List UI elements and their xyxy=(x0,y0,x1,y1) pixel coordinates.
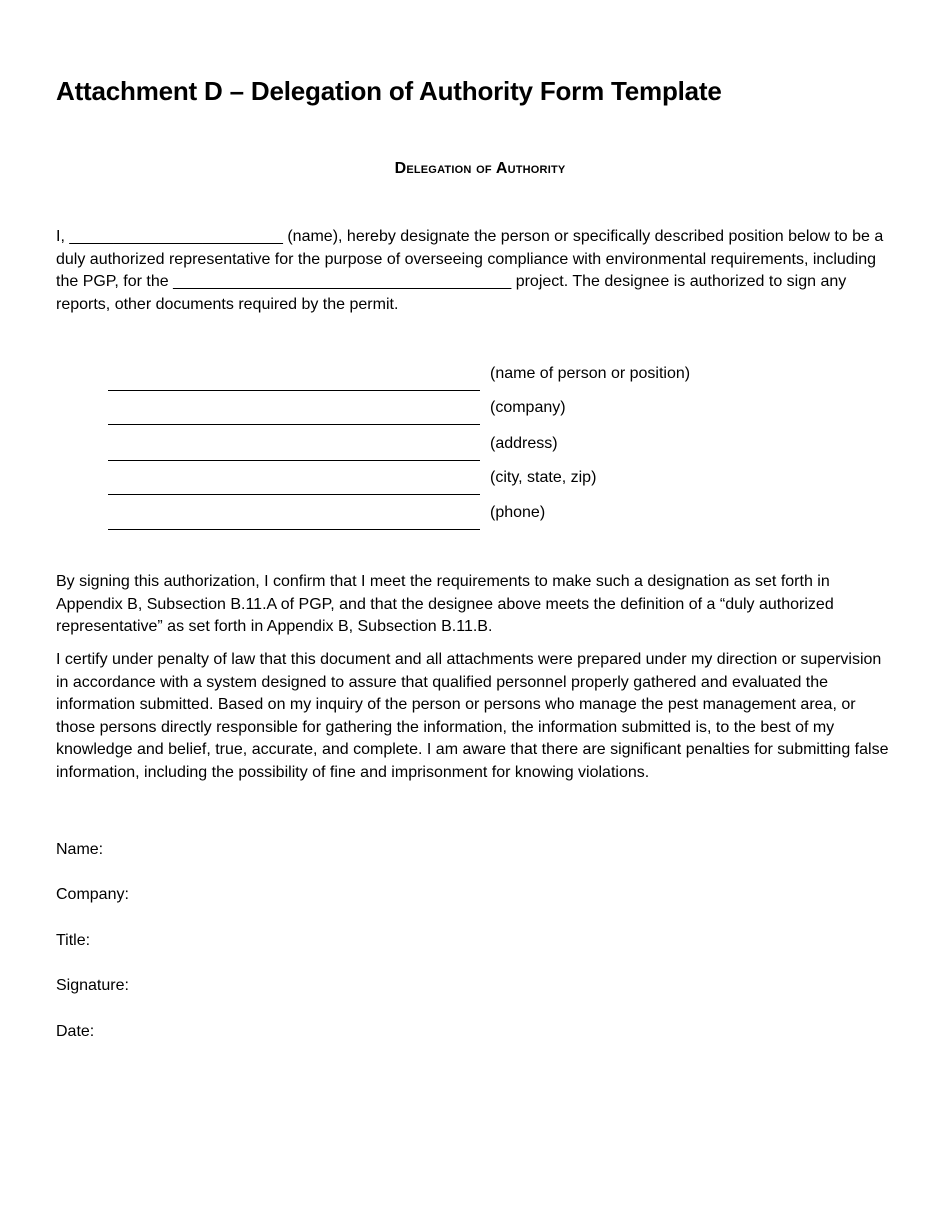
blank-line xyxy=(108,494,480,495)
confirm-paragraph: By signing this authorization, I confirm that I meet the requirements to make such a designation as set forth in Appendix B, Subsection B.11.A of PGP, and that the designee above meets the definition of a “duly authorized representative” as set forth in Appendix B, Subsection B.11.B. xyxy=(56,573,834,636)
blank-line xyxy=(108,460,480,461)
designee-field-city-state-zip xyxy=(108,465,808,495)
company-label: Company: xyxy=(56,886,129,903)
field-label: (phone) xyxy=(490,504,546,521)
designee-field-name xyxy=(108,361,808,391)
field-label: (city, state, zip) xyxy=(490,469,597,486)
field-label: (name of person or position) xyxy=(490,365,691,382)
date-label: Date: xyxy=(56,1023,95,1040)
blank-line xyxy=(108,529,480,530)
blank-line xyxy=(108,424,480,425)
blank-line xyxy=(108,390,480,391)
section-heading: Delegation of Authority xyxy=(394,160,566,177)
page-title: Attachment D – Delegation of Authority Form Template xyxy=(56,76,722,106)
designee-field-address xyxy=(108,431,808,461)
certify-paragraph: I certify under penalty of law that this document and all attachments were prepared under my direction or supervision in accordance with a system designed to assure that qualified personnel properly gathered and evaluated the information submitted. Based on my inquiry of the person or persons who manage the pest management area, or those persons directly responsible for gathering the information, the information submitted is, to the best of my knowledge and belief, true, accurate, and complete. I am aware that there are significant penalties for submitting false information, including the possibility of fine and imprisonment for knowing violations. xyxy=(56,651,889,781)
name-label: Name: xyxy=(56,841,104,858)
designee-field-phone xyxy=(108,500,808,530)
field-label: (company) xyxy=(490,399,566,416)
designee-field-company xyxy=(108,395,808,425)
intro-paragraph: I, ________________________ (name), hereby designate the person or specifically described position below to be a duly authorized representative for the purpose of overseeing compliance with environmental requirements, including the PGP, for the ______________________________________ project. The designee is authorized to sign any reports, other documents required by the permit. xyxy=(56,228,884,313)
signature-label: Signature: xyxy=(56,977,129,994)
title-label: Title: xyxy=(56,932,91,949)
field-label: (address) xyxy=(490,435,558,452)
